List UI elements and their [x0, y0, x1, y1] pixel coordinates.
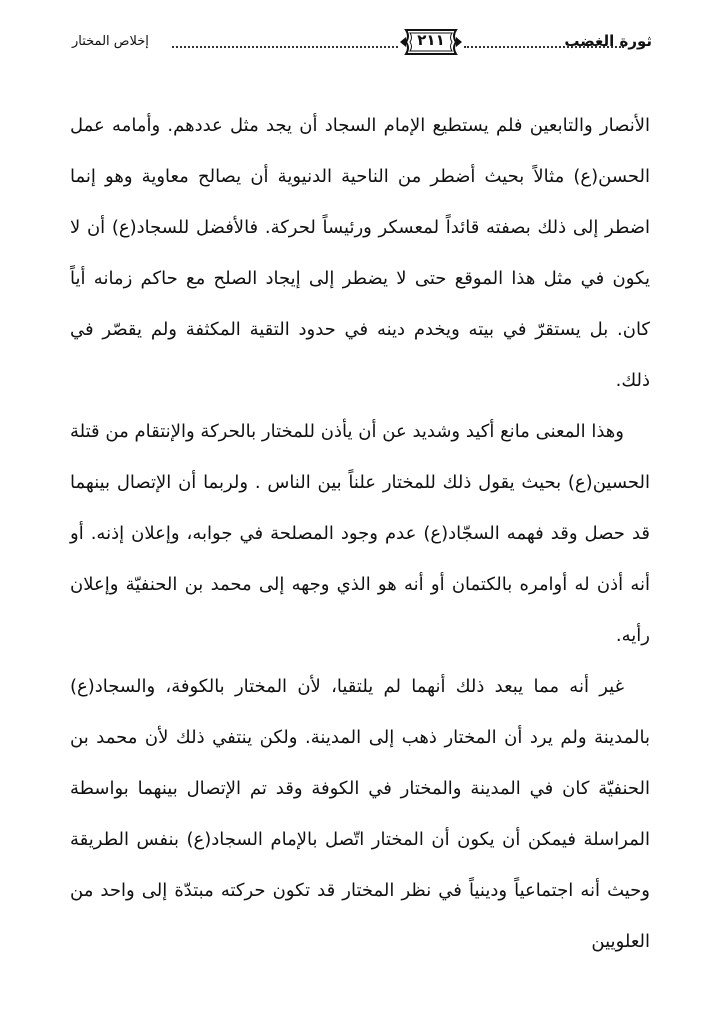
paragraph-2: وهذا المعنى مانع أكيد وشديد عن أن يأذن للمختار بالحركة والإنتقام من قتلة الحسين(ع) بحيث يقول ذلك للمختار علناً بين الناس . ولربما أن الإتصال بينهما قد حصل وقد فهمه السجّاد(ع) عدم وجود المصلحة في جوابه، وإعلان إذنه. أو أنه أذن له أوامره بالكتمان أو أنه هو الذي وجهه إلى محمد بن الحنفيّة وإعلان رأيه.: [70, 421, 650, 646]
book-title: ثورة الغضب: [564, 32, 652, 50]
running-header: [72, 26, 652, 60]
chapter-title: إخلاص المختار: [72, 34, 149, 49]
body-text: [70, 100, 650, 967]
header-dotted-rule-left: [172, 46, 398, 48]
page-number: ٢١١: [417, 31, 445, 49]
paragraph-1: الأنصار والتابعين فلم يستطيع الإمام السجاد أن يجد مثل عددهم. وأمامه عمل الحسن(ع) مثالاً بحيث أضطر من الناحية الدنيوية أن يصالح معاوية وهو إنما اضطر إلى ذلك بصفته قائداً لمعسكر ورئيساً لحركة. فالأفضل للسجاد(ع) أن لا يكون في مثل هذا الموقع حتى لا يضطر إلى إيجاد الصلح مع حاكم زمانه أياً كان. بل يستقرّ في بيته ويخدم دينه في حدود التقية المكثفة ولم يقصّر في ذلك.: [70, 115, 650, 391]
paragraph-3: غير أنه مما يبعد ذلك أنهما لم يلتقيا، لأن المختار بالكوفة، والسجاد(ع) بالمدينة ولم يرد أن المختار ذهب إلى المدينة. ولكن ينتفي ذلك لأن محمد بن الحنفيّة كان في المدينة والمختار في الكوفة وقد تم الإتصال بينهما بواسطة المراسلة فيمكن أن يكون أن المختار اتّصل بالإمام السجاد(ع) بنفس الطريقة وحيث أنه اجتماعياً ودينياً في نظر المختار قد تكون حركته مبتدّة إلى واحد من العلويين: [70, 676, 650, 952]
page-number-badge: [398, 26, 464, 58]
